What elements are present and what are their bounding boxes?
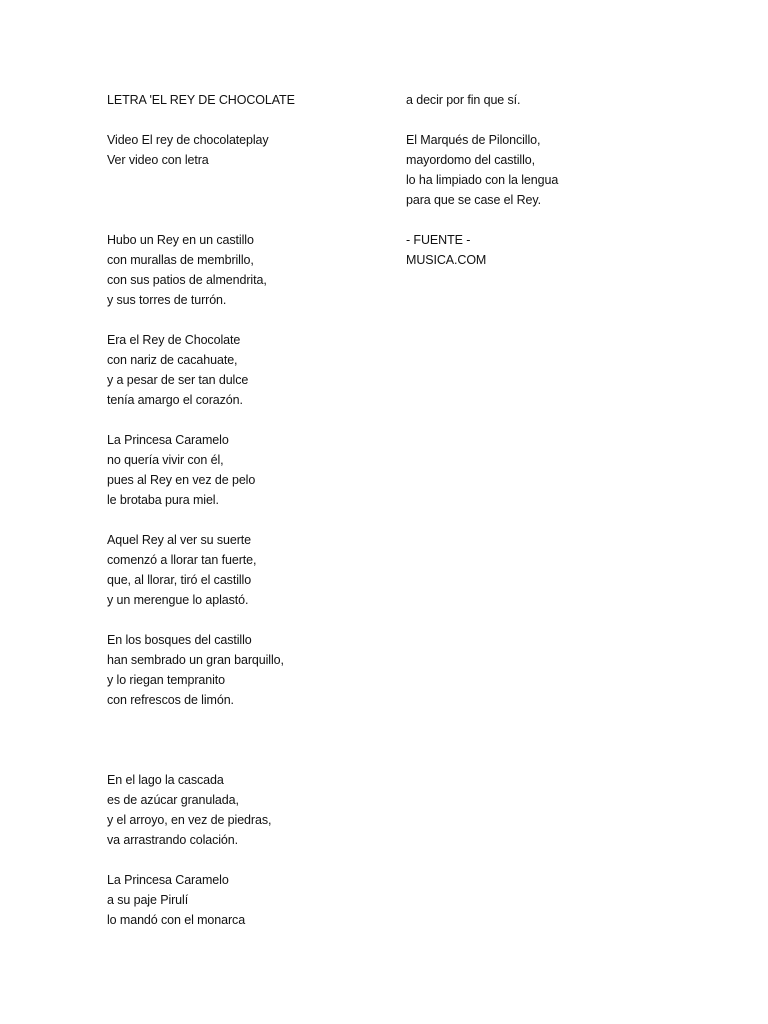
verse-line: lo mandó con el monarca [107,913,246,927]
verse-line: lo ha limpiado con la lengua [406,173,559,187]
stanza-1 [107,230,377,310]
video-link-line: Video El rey de chocolateplay [107,133,269,147]
verse-line: con refrescos de limón. [107,693,234,707]
verse-line: a decir por fin que sí. [406,93,521,107]
verse-line: con nariz de cacahuate, [107,353,238,367]
verse-line: le brotaba pura miel. [107,493,219,507]
stanza-8 [406,130,676,210]
verse-line: pues al Rey en vez de pelo [107,473,256,487]
right-column [406,90,676,270]
verse-line: y lo riegan tempranito [107,673,226,687]
source-name: MUSICA.COM [406,253,487,267]
stanza-2 [107,330,377,410]
verse-line: En el lago la cascada [107,773,224,787]
stanza-7-continued [406,90,676,110]
stanza-5 [107,630,377,710]
verse-line: han sembrado un gran barquillo, [107,653,284,667]
verse-line: comenzó a llorar tan fuerte, [107,553,257,567]
stanza-3 [107,430,377,510]
verse-line: y un merengue lo aplastó. [107,593,249,607]
verse-line: En los bosques del castillo [107,633,252,647]
verse-line: y sus torres de turrón. [107,293,227,307]
stanza-7 [107,870,377,930]
song-title: LETRA 'EL REY DE CHOCOLATE [107,93,295,107]
verse-line: Aquel Rey al ver su suerte [107,533,252,547]
verse-line: y a pesar de ser tan dulce [107,373,249,387]
verse-line: es de azúcar granulada, [107,793,239,807]
verse-line: Hubo un Rey en un castillo [107,233,254,247]
verse-line: para que se case el Rey. [406,193,541,207]
stanza-4 [107,530,377,610]
verse-line: con murallas de membrillo, [107,253,254,267]
verse-line: que, al llorar, tiró el castillo [107,573,252,587]
verse-line: La Princesa Caramelo [107,433,229,447]
verse-line: va arrastrando colación. [107,833,239,847]
verse-line: con sus patios de almendrita, [107,273,267,287]
verse-line: y el arroyo, en vez de piedras, [107,813,272,827]
stanza-6 [107,770,377,850]
verse-line: Era el Rey de Chocolate [107,333,241,347]
left-column [107,90,377,930]
verse-line: tenía amargo el corazón. [107,393,243,407]
video-lyrics-line: Ver video con letra [107,153,209,167]
verse-line: a su paje Pirulí [107,893,189,907]
source-label: - FUENTE - [406,233,471,247]
verse-line: El Marqués de Piloncillo, [406,133,541,147]
verse-line: no quería vivir con él, [107,453,224,467]
verse-line: La Princesa Caramelo [107,873,229,887]
verse-line: mayordomo del castillo, [406,153,536,167]
